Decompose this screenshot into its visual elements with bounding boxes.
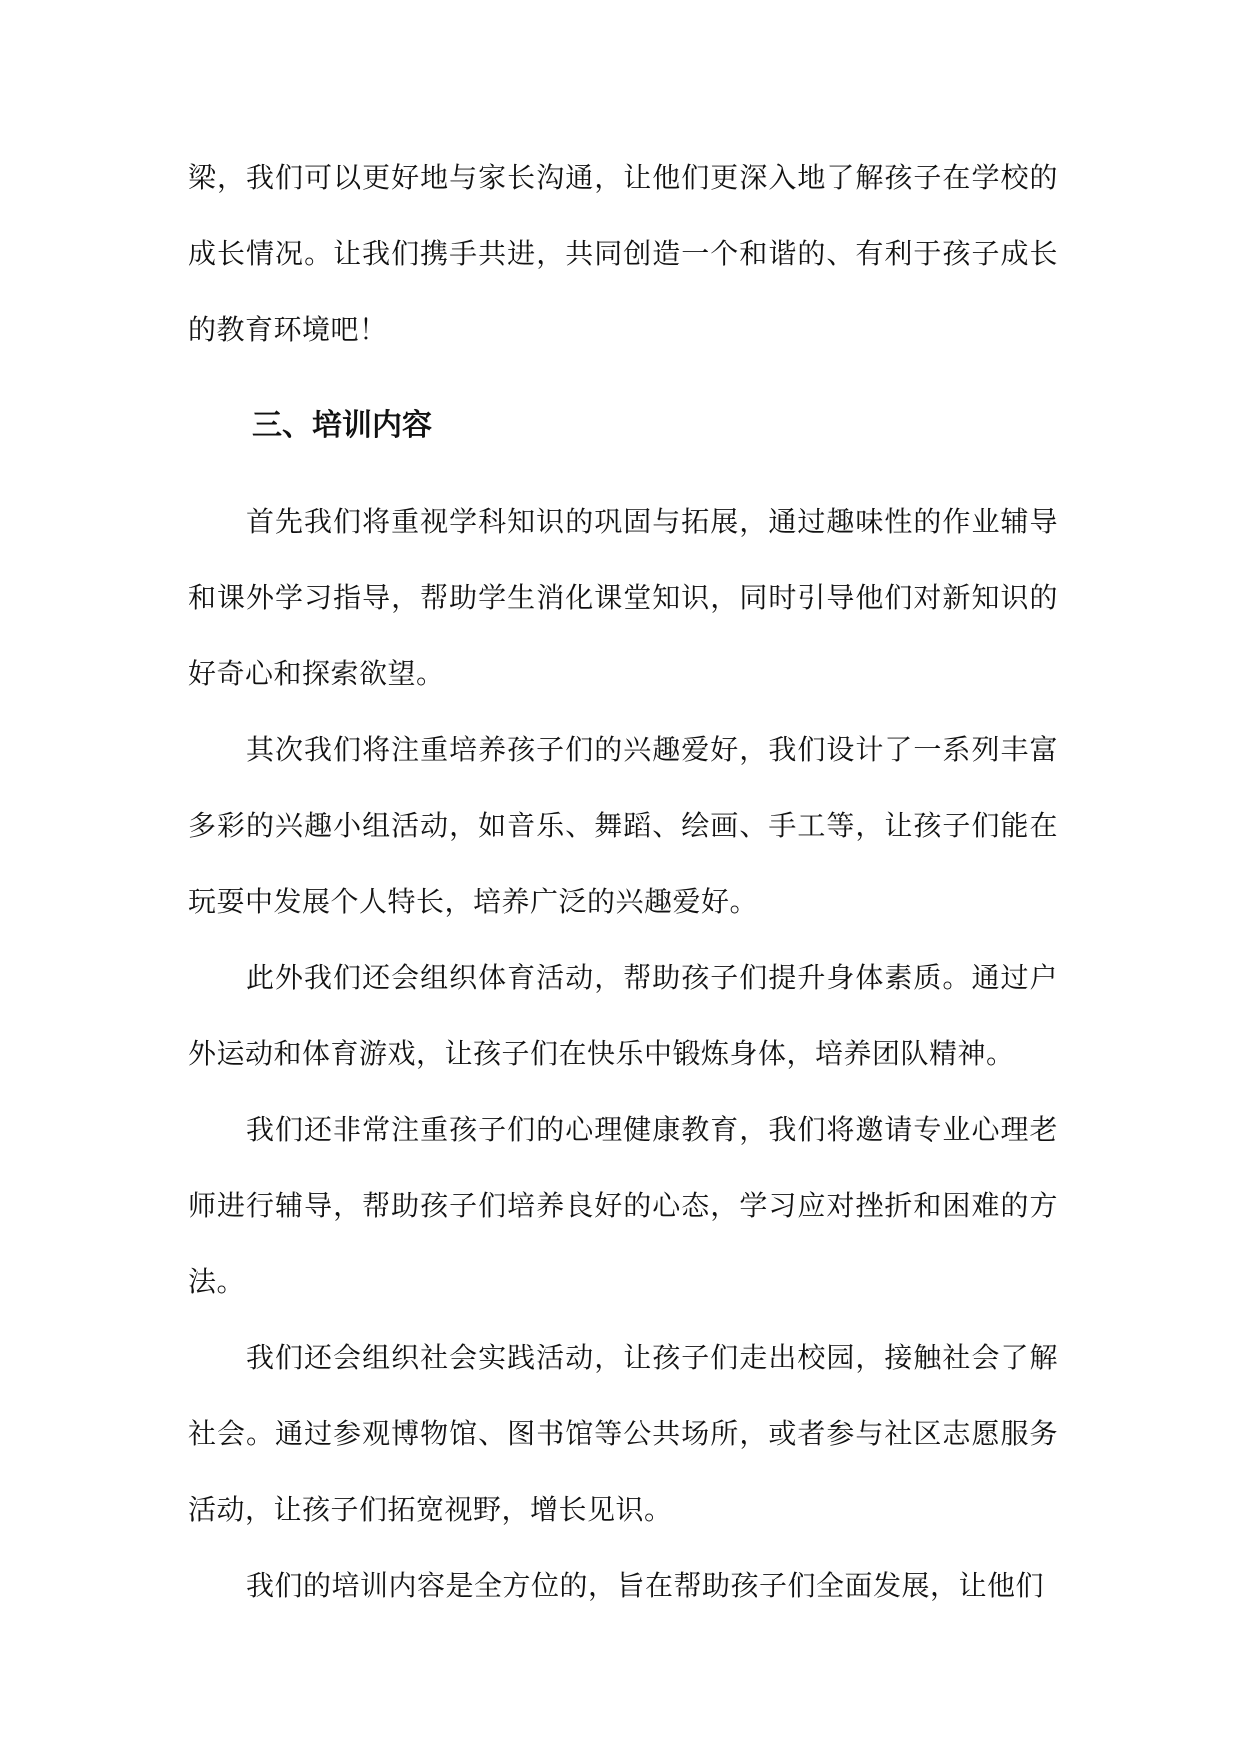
document-body	[188, 140, 1058, 1624]
continued-paragraph: 梁，我们可以更好地与家长沟通，让他们更深入地了解孩子在学校的成长情况。让我们携手共进，共同创造一个和谐的、有利于孩子成长的教育环境吧！	[188, 161, 1058, 346]
paragraph-social-practice: 我们还会组织社会实践活动，让孩子们走出校园，接触社会了解社会。通过参观博物馆、图书馆等公共场所，或者参与社区志愿服务活动，让孩子们拓宽视野，增长见识。	[188, 1341, 1058, 1526]
paragraph-interests: 其次我们将注重培养孩子们的兴趣爱好，我们设计了一系列丰富多彩的兴趣小组活动，如音乐、舞蹈、绘画、手工等，让孩子们能在玩耍中发展个人特长，培养广泛的兴趣爱好。	[188, 733, 1058, 918]
paragraph-mental-health: 我们还非常注重孩子们的心理健康教育，我们将邀请专业心理老师进行辅导，帮助孩子们培养良好的心态，学习应对挫折和困难的方法。	[188, 1113, 1058, 1298]
paragraph-summary: 我们的培训内容是全方位的，旨在帮助孩子们全面发展，让他们	[246, 1569, 1045, 1602]
paragraph-subject-knowledge: 首先我们将重视学科知识的巩固与拓展，通过趣味性的作业辅导和课外学习指导，帮助学生消化课堂知识，同时引导他们对新知识的好奇心和探索欲望。	[188, 505, 1058, 690]
section-heading: 三、培训内容	[252, 408, 432, 443]
paragraph-sports: 此外我们还会组织体育活动，帮助孩子们提升身体素质。通过户外运动和体育游戏，让孩子们在快乐中锻炼身体，培养团队精神。	[188, 961, 1058, 1070]
